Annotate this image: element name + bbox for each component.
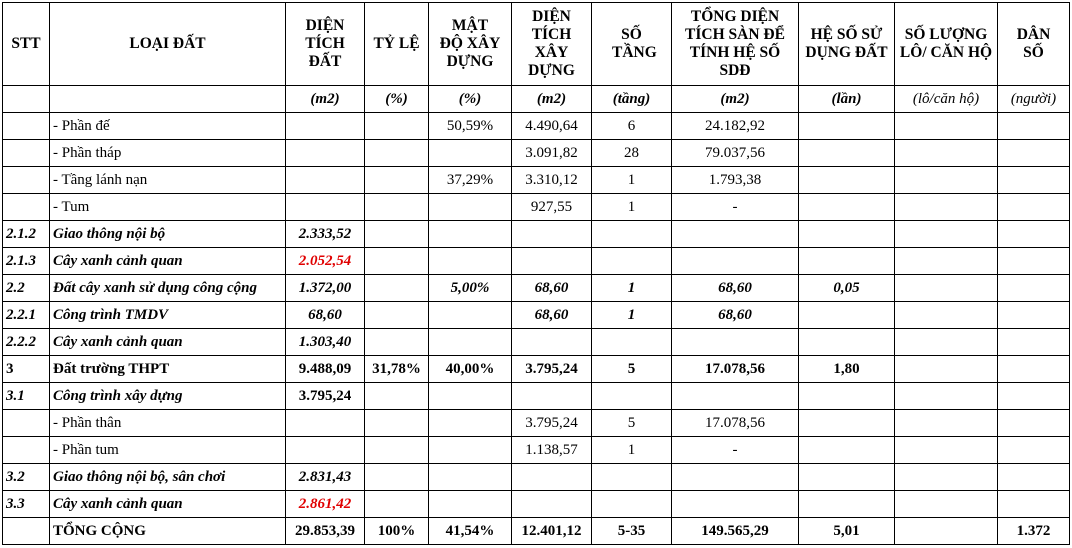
cell-dan-so xyxy=(998,140,1070,167)
cell-tong-dien-tich xyxy=(672,329,799,356)
cell-dan-so xyxy=(998,113,1070,140)
cell-so-tang xyxy=(592,221,672,248)
cell-so-luong xyxy=(895,491,998,518)
cell-ty-le xyxy=(365,248,429,275)
cell-tong-dien-tich: 1.793,38 xyxy=(672,167,799,194)
cell-mat-do xyxy=(429,410,512,437)
header-ty-le: TỶ LỆ xyxy=(365,3,429,86)
cell-dien-tich-dat: 68,60 xyxy=(286,302,365,329)
cell-ty-le: 31,78% xyxy=(365,356,429,383)
cell-dien-tich-xd: 3.795,24 xyxy=(512,356,592,383)
cell-loai-dat: - Phần thân xyxy=(50,410,286,437)
total-dien-tich-xd: 12.401,12 xyxy=(512,518,592,545)
cell-mat-do xyxy=(429,464,512,491)
unit-ty-le: (%) xyxy=(365,86,429,113)
unit-mat-do: (%) xyxy=(429,86,512,113)
cell-he-so xyxy=(799,167,895,194)
unit-so-luong: (lô/căn hộ) xyxy=(895,86,998,113)
total-stt xyxy=(3,518,50,545)
cell-dan-so xyxy=(998,437,1070,464)
cell-loai-dat: - Phần tum xyxy=(50,437,286,464)
cell-dien-tich-xd: 3.091,82 xyxy=(512,140,592,167)
cell-ty-le xyxy=(365,194,429,221)
cell-ty-le xyxy=(365,464,429,491)
cell-dan-so xyxy=(998,194,1070,221)
cell-mat-do: 37,29% xyxy=(429,167,512,194)
cell-so-luong xyxy=(895,194,998,221)
cell-tong-dien-tich: 68,60 xyxy=(672,302,799,329)
cell-so-luong xyxy=(895,248,998,275)
cell-dan-so xyxy=(998,491,1070,518)
cell-mat-do xyxy=(429,383,512,410)
cell-mat-do xyxy=(429,491,512,518)
cell-loai-dat: - Tum xyxy=(50,194,286,221)
cell-mat-do: 40,00% xyxy=(429,356,512,383)
unit-dan-so: (người) xyxy=(998,86,1070,113)
cell-loai-dat: Công trình xây dựng xyxy=(50,383,286,410)
total-mat-do: 41,54% xyxy=(429,518,512,545)
cell-dien-tich-dat xyxy=(286,194,365,221)
cell-loai-dat: Giao thông nội bộ, sân chơi xyxy=(50,464,286,491)
cell-mat-do xyxy=(429,221,512,248)
cell-so-luong xyxy=(895,437,998,464)
cell-tong-dien-tich: - xyxy=(672,194,799,221)
cell-he-so xyxy=(799,437,895,464)
cell-stt: 2.2.1 xyxy=(3,302,50,329)
cell-dien-tich-dat: 9.488,09 xyxy=(286,356,365,383)
cell-so-tang xyxy=(592,248,672,275)
total-so-tang: 5-35 xyxy=(592,518,672,545)
cell-he-so xyxy=(799,113,895,140)
cell-stt xyxy=(3,140,50,167)
unit-dien-tich-xd: (m2) xyxy=(512,86,592,113)
cell-dien-tich-dat xyxy=(286,167,365,194)
table-row xyxy=(3,464,1070,491)
cell-loai-dat: - Phần đế xyxy=(50,113,286,140)
cell-dien-tich-dat: 1.303,40 xyxy=(286,329,365,356)
unit-tong-dien-tich: (m2) xyxy=(672,86,799,113)
cell-dan-so xyxy=(998,410,1070,437)
cell-he-so xyxy=(799,248,895,275)
cell-dien-tich-xd: 1.138,57 xyxy=(512,437,592,464)
cell-dan-so xyxy=(998,275,1070,302)
cell-stt xyxy=(3,194,50,221)
units-row xyxy=(3,86,1070,113)
header-row xyxy=(3,3,1070,86)
header-dan-so: DÂN SỐ xyxy=(998,3,1070,86)
cell-he-so xyxy=(799,140,895,167)
cell-so-tang: 1 xyxy=(592,167,672,194)
cell-he-so xyxy=(799,221,895,248)
cell-dien-tich-dat xyxy=(286,410,365,437)
cell-dien-tich-dat: 1.372,00 xyxy=(286,275,365,302)
cell-stt: 3.1 xyxy=(3,383,50,410)
cell-mat-do xyxy=(429,437,512,464)
cell-so-luong xyxy=(895,140,998,167)
cell-mat-do xyxy=(429,329,512,356)
cell-he-so xyxy=(799,410,895,437)
cell-dien-tich-dat: 2.333,52 xyxy=(286,221,365,248)
table-row xyxy=(3,248,1070,275)
cell-ty-le xyxy=(365,329,429,356)
cell-stt: 3 xyxy=(3,356,50,383)
cell-ty-le xyxy=(365,410,429,437)
cell-stt: 2.2 xyxy=(3,275,50,302)
table-row xyxy=(3,437,1070,464)
land-use-table xyxy=(2,2,1070,545)
cell-dien-tich-xd xyxy=(512,491,592,518)
table-row xyxy=(3,491,1070,518)
cell-stt xyxy=(3,437,50,464)
cell-tong-dien-tich xyxy=(672,221,799,248)
cell-he-so xyxy=(799,329,895,356)
cell-dien-tich-dat-highlight: 2.861,42 xyxy=(286,491,365,518)
cell-so-tang: 1 xyxy=(592,194,672,221)
cell-so-luong xyxy=(895,167,998,194)
cell-he-so xyxy=(799,194,895,221)
cell-dien-tich-xd: 4.490,64 xyxy=(512,113,592,140)
cell-he-so xyxy=(799,302,895,329)
cell-tong-dien-tich xyxy=(672,383,799,410)
cell-so-tang xyxy=(592,464,672,491)
cell-dan-so xyxy=(998,221,1070,248)
cell-so-luong xyxy=(895,302,998,329)
cell-dan-so xyxy=(998,464,1070,491)
unit-stt xyxy=(3,86,50,113)
cell-loai-dat: Đất cây xanh sử dụng công cộng xyxy=(50,275,286,302)
cell-so-luong xyxy=(895,383,998,410)
cell-loai-dat: Cây xanh cảnh quan xyxy=(50,329,286,356)
cell-dan-so xyxy=(998,302,1070,329)
cell-dien-tich-xd xyxy=(512,221,592,248)
header-he-so: HỆ SỐ SỬ DỤNG ĐẤT xyxy=(799,3,895,86)
cell-dien-tich-xd: 3.310,12 xyxy=(512,167,592,194)
cell-tong-dien-tich xyxy=(672,491,799,518)
cell-tong-dien-tich: - xyxy=(672,437,799,464)
cell-tong-dien-tich: 24.182,92 xyxy=(672,113,799,140)
cell-so-luong xyxy=(895,329,998,356)
cell-dien-tich-xd xyxy=(512,329,592,356)
cell-stt: 2.1.2 xyxy=(3,221,50,248)
table-row xyxy=(3,140,1070,167)
cell-dan-so xyxy=(998,356,1070,383)
cell-so-luong xyxy=(895,275,998,302)
cell-stt: 2.1.3 xyxy=(3,248,50,275)
cell-ty-le xyxy=(365,275,429,302)
cell-ty-le xyxy=(365,113,429,140)
cell-dan-so xyxy=(998,383,1070,410)
header-mat-do: MẬT ĐỘ XÂY DỰNG xyxy=(429,3,512,86)
cell-mat-do: 5,00% xyxy=(429,275,512,302)
cell-mat-do xyxy=(429,140,512,167)
cell-so-tang: 1 xyxy=(592,437,672,464)
cell-ty-le xyxy=(365,140,429,167)
header-dien-tich-dat: DIỆN TÍCH ĐẤT xyxy=(286,3,365,86)
cell-ty-le xyxy=(365,383,429,410)
table-row xyxy=(3,329,1070,356)
cell-he-so: 1,80 xyxy=(799,356,895,383)
cell-dien-tich-xd xyxy=(512,383,592,410)
cell-dien-tich-dat xyxy=(286,437,365,464)
cell-ty-le xyxy=(365,491,429,518)
unit-loai-dat xyxy=(50,86,286,113)
cell-dien-tich-dat xyxy=(286,140,365,167)
header-dien-tich-xd: DIỆN TÍCH XÂY DỰNG xyxy=(512,3,592,86)
table-row xyxy=(3,302,1070,329)
cell-dan-so xyxy=(998,167,1070,194)
cell-so-luong xyxy=(895,464,998,491)
cell-tong-dien-tich: 68,60 xyxy=(672,275,799,302)
cell-mat-do xyxy=(429,248,512,275)
cell-ty-le xyxy=(365,167,429,194)
cell-stt xyxy=(3,113,50,140)
unit-so-tang: (tầng) xyxy=(592,86,672,113)
cell-loai-dat: Cây xanh cảnh quan xyxy=(50,248,286,275)
cell-dien-tich-xd: 68,60 xyxy=(512,275,592,302)
table-row xyxy=(3,194,1070,221)
cell-loai-dat: Giao thông nội bộ xyxy=(50,221,286,248)
table-row xyxy=(3,356,1070,383)
cell-dien-tich-xd: 68,60 xyxy=(512,302,592,329)
cell-so-luong xyxy=(895,221,998,248)
cell-tong-dien-tich xyxy=(672,248,799,275)
cell-stt: 2.2.2 xyxy=(3,329,50,356)
cell-so-luong xyxy=(895,356,998,383)
header-loai-dat: LOẠI ĐẤT xyxy=(50,3,286,86)
cell-tong-dien-tich xyxy=(672,464,799,491)
cell-stt xyxy=(3,167,50,194)
cell-he-so xyxy=(799,383,895,410)
header-stt: STT xyxy=(3,3,50,86)
header-tong-dien-tich: TỔNG DIỆN TÍCH SÀN ĐỂ TÍNH HỆ SỐ SDĐ xyxy=(672,3,799,86)
cell-loai-dat: Đất trường THPT xyxy=(50,356,286,383)
header-so-luong: SỐ LƯỢNG LÔ/ CĂN HỘ xyxy=(895,3,998,86)
cell-stt: 3.3 xyxy=(3,491,50,518)
total-label: TỔNG CỘNG xyxy=(50,518,286,545)
total-dan-so: 1.372 xyxy=(998,518,1070,545)
total-tong-dien-tich: 149.565,29 xyxy=(672,518,799,545)
cell-he-so xyxy=(799,464,895,491)
table-row xyxy=(3,410,1070,437)
total-ty-le: 100% xyxy=(365,518,429,545)
cell-tong-dien-tich: 79.037,56 xyxy=(672,140,799,167)
table-row xyxy=(3,113,1070,140)
cell-so-tang: 1 xyxy=(592,302,672,329)
cell-so-luong xyxy=(895,113,998,140)
cell-so-tang: 28 xyxy=(592,140,672,167)
unit-he-so: (lần) xyxy=(799,86,895,113)
cell-mat-do xyxy=(429,194,512,221)
cell-ty-le xyxy=(365,221,429,248)
total-so-luong xyxy=(895,518,998,545)
cell-loai-dat: - Phần tháp xyxy=(50,140,286,167)
cell-dien-tich-xd: 3.795,24 xyxy=(512,410,592,437)
cell-dien-tich-dat xyxy=(286,113,365,140)
total-he-so: 5,01 xyxy=(799,518,895,545)
cell-stt xyxy=(3,410,50,437)
cell-he-so: 0,05 xyxy=(799,275,895,302)
cell-dien-tich-dat: 2.831,43 xyxy=(286,464,365,491)
cell-so-tang xyxy=(592,329,672,356)
cell-dien-tich-xd xyxy=(512,248,592,275)
cell-so-tang: 5 xyxy=(592,356,672,383)
cell-so-tang: 5 xyxy=(592,410,672,437)
cell-tong-dien-tich: 17.078,56 xyxy=(672,410,799,437)
header-so-tang: SỐ TẦNG xyxy=(592,3,672,86)
cell-so-tang xyxy=(592,491,672,518)
cell-tong-dien-tich: 17.078,56 xyxy=(672,356,799,383)
cell-so-tang xyxy=(592,383,672,410)
cell-so-luong xyxy=(895,410,998,437)
total-row xyxy=(3,518,1070,545)
cell-loai-dat: Công trình TMDV xyxy=(50,302,286,329)
cell-dan-so xyxy=(998,248,1070,275)
cell-loai-dat: Cây xanh cảnh quan xyxy=(50,491,286,518)
cell-mat-do: 50,59% xyxy=(429,113,512,140)
table-row xyxy=(3,275,1070,302)
cell-stt: 3.2 xyxy=(3,464,50,491)
total-dien-tich-dat: 29.853,39 xyxy=(286,518,365,545)
cell-mat-do xyxy=(429,302,512,329)
table-row xyxy=(3,167,1070,194)
table-row xyxy=(3,221,1070,248)
cell-ty-le xyxy=(365,302,429,329)
table-row xyxy=(3,383,1070,410)
cell-so-tang: 6 xyxy=(592,113,672,140)
cell-ty-le xyxy=(365,437,429,464)
cell-he-so xyxy=(799,491,895,518)
cell-dien-tich-dat-highlight: 2.052,54 xyxy=(286,248,365,275)
cell-dien-tich-xd xyxy=(512,464,592,491)
cell-dien-tich-dat: 3.795,24 xyxy=(286,383,365,410)
cell-dan-so xyxy=(998,329,1070,356)
cell-loai-dat: - Tầng lánh nạn xyxy=(50,167,286,194)
cell-dien-tich-xd: 927,55 xyxy=(512,194,592,221)
unit-dien-tich-dat: (m2) xyxy=(286,86,365,113)
cell-so-tang: 1 xyxy=(592,275,672,302)
